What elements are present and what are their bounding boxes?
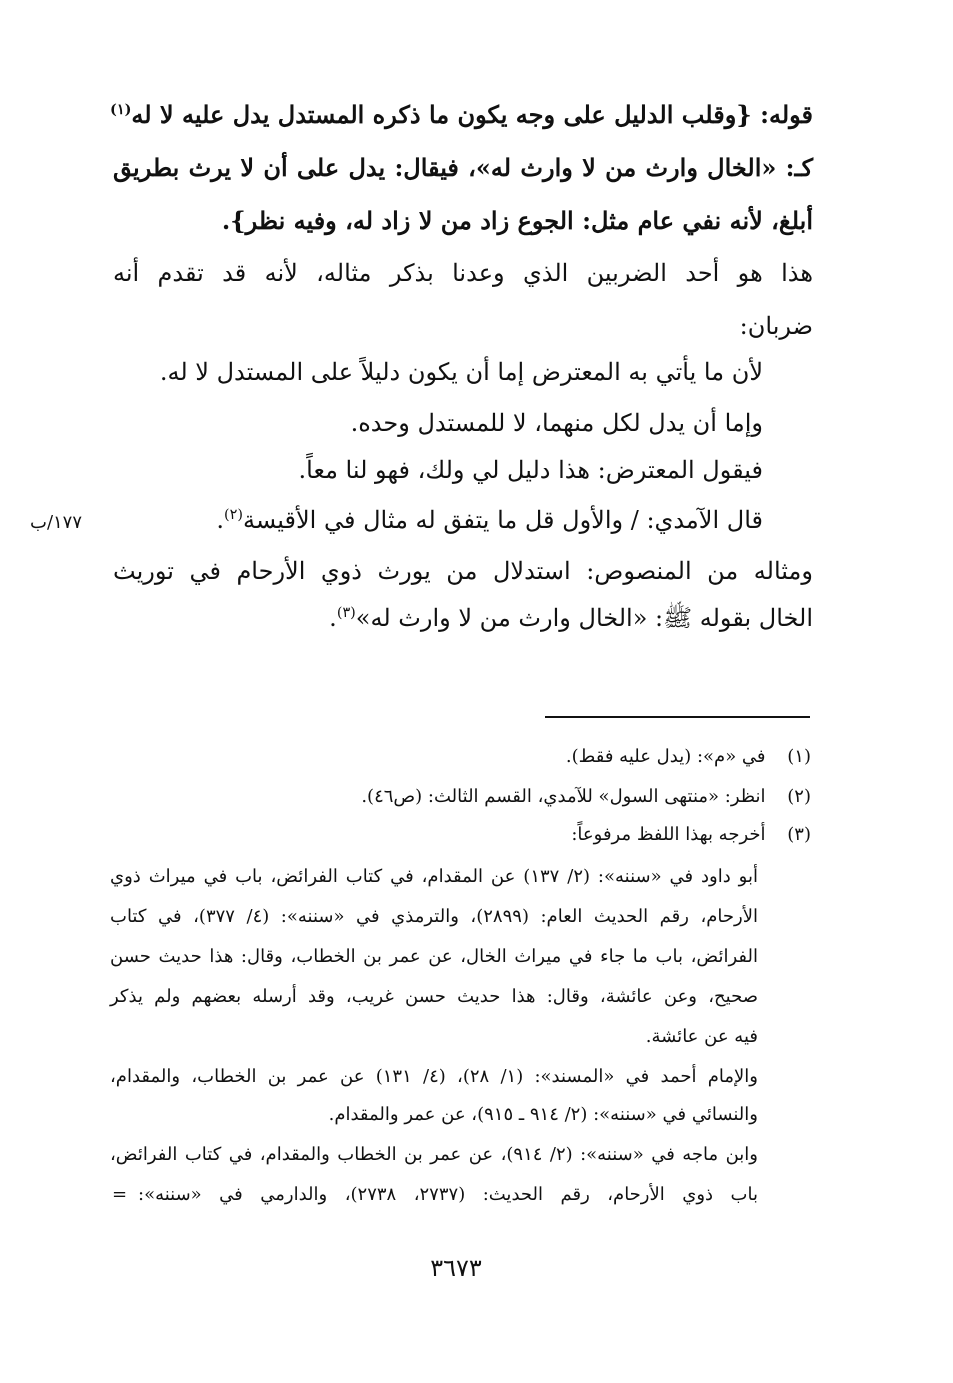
page-number: ٣٦٧٣ bbox=[430, 1254, 482, 1282]
main-line-10: ومثاله من المنصوص: استدلال من يورث ذوي الأرحام في توريث bbox=[113, 557, 813, 585]
footnote-ref-2: (٢) bbox=[224, 507, 243, 523]
footnote-1-number: (١) bbox=[787, 746, 811, 767]
main-line-8: فيقول المعترض: هذا دليل لي ولك، فهو لنا معاً. bbox=[298, 456, 763, 484]
footnote-3-line-7: والنسائي في «سننه»: (٢/ ٩١٤ ـ ٩١٥)، عن عمر والمقدام. bbox=[328, 1104, 758, 1125]
footnote-1 bbox=[566, 746, 811, 767]
main-line-5: ضربان: bbox=[739, 312, 813, 340]
footnote-2 bbox=[361, 786, 811, 807]
main-line-7: وإما أن يدل لكل منهما، لا للمستدل وحده. bbox=[350, 409, 763, 437]
footnote-3-line-1: أبو داود في «سننه»: (٢/ ١٣٧) عن المقدام، في كتاب الفرائض، باب في ميراث ذوي bbox=[110, 866, 758, 887]
footnote-3-line-6: والإمام أحمد في «المسند»: (١/ ٢٨)، (٤/ ١٣١) عن عمر بن الخطاب، والمقدام، bbox=[110, 1066, 758, 1087]
footnote-ref-3: (٣) bbox=[336, 605, 356, 621]
footnote-3-line-2: الأرحام، رقم الحديث العام: (٢٨٩٩)، والترمذي في «سننه»: (٤/ ٣٧٧)، في كتاب bbox=[110, 906, 758, 927]
footnote-2-number: (٢) bbox=[787, 786, 811, 807]
main-line-11-end: . bbox=[329, 604, 337, 632]
footnote-3-line-9: باب ذوي الأرحام، رقم الحديث: (٢٧٣٧، ٢٧٣٨)، والدارمي في «سننه»: bbox=[138, 1184, 758, 1205]
main-line-2: كـ: «الخال وارث من لا وارث له»، فيقال: يدل على أن لا يرث بطريق bbox=[113, 153, 813, 182]
main-line-6: لأن ما يأتي به المعترض إما أن يكون دليلاً على المستدل لا له. bbox=[159, 358, 763, 386]
main-line-11 bbox=[329, 603, 813, 638]
footnote-separator bbox=[545, 716, 810, 718]
main-line-9-end: . bbox=[216, 506, 225, 534]
footnote-1-text: في «م»: (يدل عليه فقط). bbox=[565, 746, 766, 767]
main-line-3: أبلغ، لأنه نفي عام مثل: الجوع زاد من لا زاد له، وفيه نظر}. bbox=[221, 206, 813, 235]
margin-folio-note: ١٧٧/ب bbox=[30, 512, 83, 533]
footnote-continuation-mark: = bbox=[112, 1184, 128, 1205]
main-line-9-text: قال الآمدي: / والأول قل ما يتفق له مثال في الأقيسة bbox=[243, 506, 763, 534]
main-line-11-text: الخال بقوله ﷺ: «الخال وارث من لا وارث له» bbox=[355, 604, 813, 632]
footnote-3-line-5: فيه عن عائشة. bbox=[645, 1026, 758, 1047]
footnote-3-line-8: وابن ماجه في «سننه»: (٢/ ٩١٤)، عن عمر بن الخطاب والمقدام، في كتاب الفرائض، bbox=[110, 1144, 758, 1165]
main-line-4: هذا هو أحد الضربين الذي وعدنا بذكر مثاله، لأنه قد تقدم أنه bbox=[113, 259, 813, 287]
footnote-2-text: انظر: «منتهى السول» للآمدي، القسم الثالث: (ص٤٦). bbox=[361, 786, 766, 807]
main-line-9 bbox=[216, 506, 763, 534]
main-line-1 bbox=[110, 100, 813, 129]
footnote-ref-1: (١) bbox=[110, 101, 132, 118]
footnote-3 bbox=[571, 824, 811, 845]
footnote-3-line-4: صحيح، وعن عائشة، وقال: هذا حديث حسن غريب، وقد أرسله بعضهم ولم يذكر bbox=[110, 986, 758, 1007]
main-line-1-text: قوله: {وقلب الدليل على وجه يكون ما ذكره المستدل يدل عليه لا له bbox=[131, 100, 813, 129]
footnote-3-line-3: الفرائض، باب ما جاء في ميراث الخال، عن عمر بن الخطاب، وقال: هذا حديث حسن bbox=[110, 946, 758, 967]
footnote-3-text: أخرجه بهذا اللفظ مرفوعاً: bbox=[571, 824, 766, 845]
footnote-3-number: (٣) bbox=[787, 824, 811, 845]
